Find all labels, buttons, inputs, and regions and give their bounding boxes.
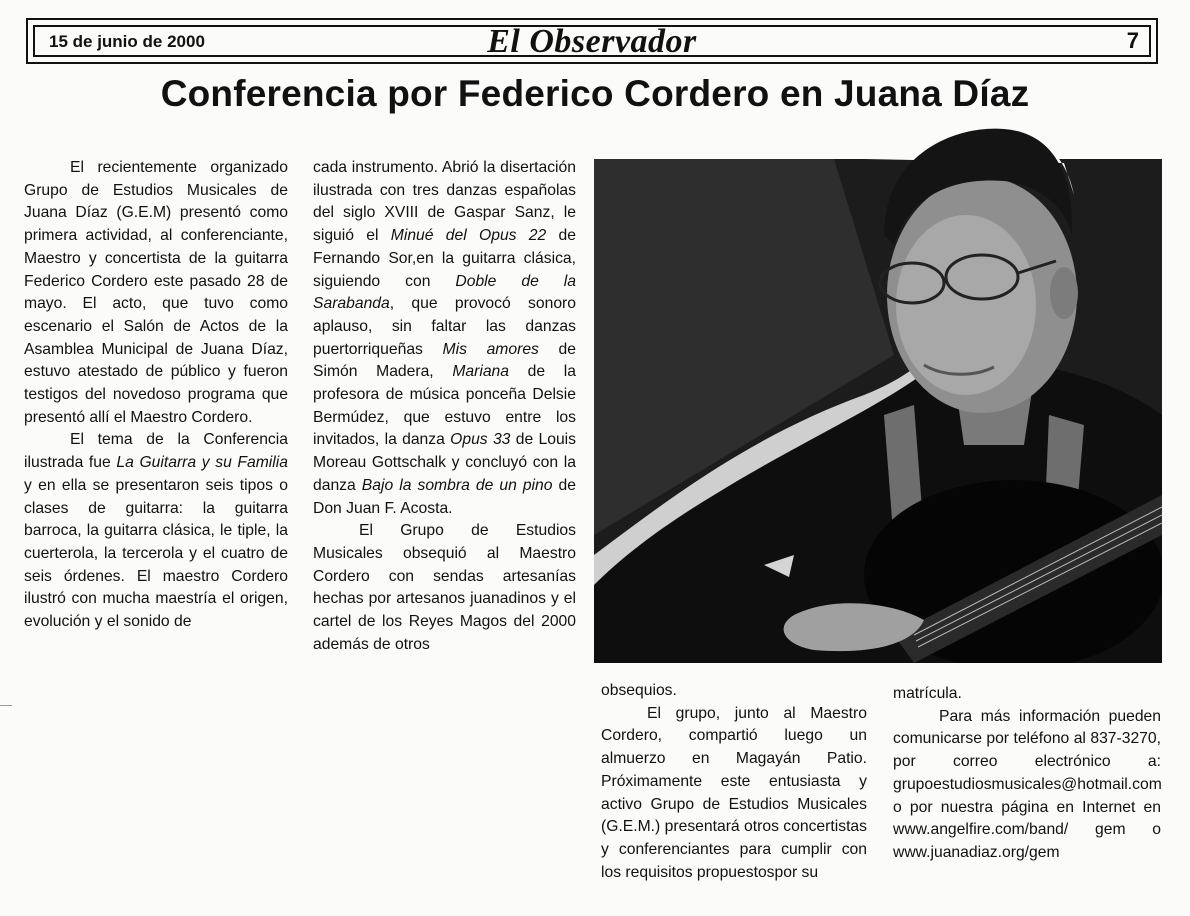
italic-title: Mariana bbox=[452, 363, 510, 381]
article-column-3 bbox=[601, 680, 867, 884]
masthead-frame bbox=[33, 23, 1151, 60]
paragraph-contact: Para más información pueden comunicarse por teléfono al 837-3270, por correo electrónico a: grupoestudiosmusicales@hotmail.com o por nuestra página en Internet en www.angelfire.com/band/ gem o www.juanadiaz.org/gem bbox=[893, 707, 1162, 861]
italic-title: Opus 33 bbox=[450, 431, 511, 449]
article-column-1 bbox=[24, 157, 288, 634]
text-run: de Louis Moreau Gottschalk y concluyó con la danza bbox=[313, 431, 576, 494]
article-headline: Conferencia por Federico Cordero en Juana Díaz bbox=[160, 73, 1030, 114]
newspaper-name: El Observador bbox=[487, 23, 697, 60]
margin-mark bbox=[0, 705, 12, 706]
paragraph-gifts-end: obsequios. bbox=[601, 682, 677, 699]
paragraph-lunch-end: matrícula. bbox=[893, 685, 962, 702]
italic-title: La Guitarra y su Familia bbox=[116, 454, 288, 472]
paragraph-intro: El recientemente organizado Grupo de Estudios Musicales de Juana Díaz (G.E.M) presentó como primera actividad, al conferenciante, Maestro y concertista de la guitarra Federico Cordero este pasado 28 de mayo. El acto, que tuvo como escenario el Salón de Actos de la Asamblea Municipal de Juana Díaz, estuvo atestado de público y fueron testigos del novedoso programa que presentó allí el Maestro Cordero. bbox=[24, 159, 288, 426]
text-run: , que provocó sonoro aplauso, sin faltar las danzas puertorriqueñas bbox=[313, 295, 576, 358]
text-run: de la profesora de música ponceña Delsie Bermúdez, que estuvo entre los invitados, la danza bbox=[313, 363, 576, 449]
italic-title: Bajo la sombra de un pino bbox=[361, 476, 553, 494]
page-number: 7 bbox=[1126, 28, 1139, 53]
text-run: y en ella se presentaron seis tipos o clases de guitarra: la guitarra barroca, la guitarra clásica, le tiple, la cuerterola, la tercerola y el cuatro de seis órdenes. El maestro Cordero ilustró con mucha maestría el origen, evolución y el sonido de bbox=[24, 476, 288, 631]
text-run: cada instrumento. Abrió la disertación ilustrada con tres danzas españolas del siglo XVIII de Gaspar Sanz, le siguió el bbox=[313, 159, 576, 245]
text-run: de Don Juan F. Acosta. bbox=[313, 476, 576, 517]
paragraph-program bbox=[313, 157, 576, 520]
text-run: El tema de la Conferencia ilustrada fue bbox=[24, 431, 288, 472]
article-column-2 bbox=[313, 157, 576, 656]
italic-title: Mis amores bbox=[442, 340, 539, 358]
article-column-4 bbox=[893, 683, 1161, 865]
guitarist-photo bbox=[594, 115, 1162, 663]
text-run: de Fernando Sor,en la guitarra clásica, siguiendo con bbox=[313, 227, 577, 290]
paragraph-gifts: El Grupo de Estudios Musicales obsequió al Maestro Cordero con sendas artesanías hechas por artesanos juanadinos y el cartel de los Reyes Magos del 2000 además de otros bbox=[313, 522, 576, 653]
text-run: de Simón Madera, bbox=[313, 340, 576, 381]
paragraph-lunch: El grupo, junto al Maestro Cordero, compartió luego un almuerzo en Magayán Patio. Próximamente este entusiasta y activo Grupo de Estudios Musicales (G.E.M.) presentará otros concertistas y conferenciantes para cumplir con los requisitos propuestospor su bbox=[601, 704, 867, 881]
italic-title: Doble de la Sarabanda bbox=[313, 272, 576, 313]
paragraph-theme bbox=[24, 429, 288, 633]
masthead bbox=[26, 18, 1158, 64]
issue-date: 15 de junio de 2000 bbox=[49, 32, 205, 51]
italic-title: Minué del Opus 22 bbox=[390, 227, 547, 245]
